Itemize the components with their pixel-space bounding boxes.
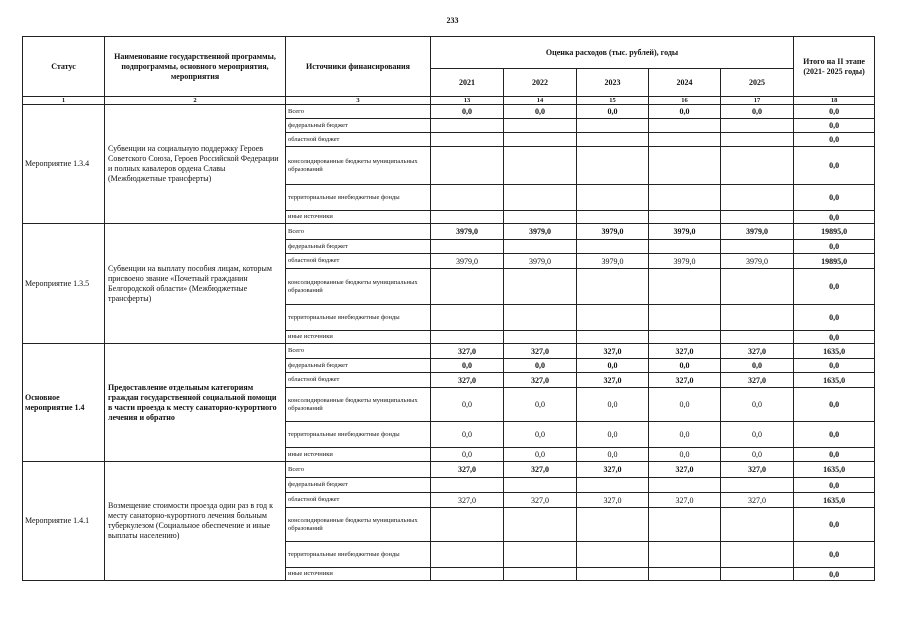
- year-value-cell: 0,0: [649, 359, 721, 373]
- year-value-cell: [649, 119, 721, 133]
- column-index: 14: [504, 97, 577, 105]
- year-value-cell: [504, 331, 577, 344]
- table-row: [23, 105, 875, 119]
- funding-source-cell: территориальные внебюджетные фонды: [286, 542, 431, 568]
- year-value-cell: [721, 542, 794, 568]
- year-value-cell: [577, 508, 649, 542]
- year-value-cell: [504, 508, 577, 542]
- year-value-cell: [649, 305, 721, 331]
- page-number: 233: [446, 16, 459, 25]
- funding-source-cell: федеральный бюджет: [286, 478, 431, 493]
- year-value-cell: [431, 568, 504, 581]
- year-value-cell: [504, 478, 577, 493]
- year-value-cell: [504, 133, 577, 147]
- year-value-cell: 327,0: [721, 344, 794, 359]
- header-estimate: Оценка расходов (тыс. рублей), годы: [431, 37, 794, 69]
- total-value-cell: 0,0: [794, 568, 875, 581]
- funding-source-cell: областной бюджет: [286, 493, 431, 508]
- year-value-cell: 0,0: [577, 359, 649, 373]
- year-value-cell: [577, 185, 649, 211]
- year-value-cell: 327,0: [721, 493, 794, 508]
- status-cell: Основное мероприятие 1.4: [23, 344, 105, 462]
- funding-source-cell: областной бюджет: [286, 133, 431, 147]
- year-value-cell: [431, 331, 504, 344]
- year-value-cell: 0,0: [649, 105, 721, 119]
- year-value-cell: [431, 542, 504, 568]
- year-value-cell: 0,0: [431, 388, 504, 422]
- column-index: 3: [286, 97, 431, 105]
- status-cell: Мероприятие 1.3.4: [23, 105, 105, 224]
- year-value-cell: 0,0: [504, 448, 577, 462]
- total-value-cell: 0,0: [794, 478, 875, 493]
- year-value-cell: [649, 331, 721, 344]
- table-row: [23, 344, 875, 359]
- header-year: 2024: [649, 69, 721, 97]
- year-value-cell: [504, 185, 577, 211]
- year-value-cell: [649, 147, 721, 185]
- year-value-cell: 327,0: [431, 373, 504, 388]
- year-value-cell: [577, 331, 649, 344]
- funding-source-cell: иные источники: [286, 331, 431, 344]
- year-value-cell: [504, 119, 577, 133]
- column-index: 2: [105, 97, 286, 105]
- year-value-cell: [649, 185, 721, 211]
- total-value-cell: 1635,0: [794, 493, 875, 508]
- year-value-cell: [431, 119, 504, 133]
- year-value-cell: 3979,0: [649, 224, 721, 240]
- year-value-cell: [649, 542, 721, 568]
- funding-source-cell: иные источники: [286, 568, 431, 581]
- header-year: 2022: [504, 69, 577, 97]
- total-value-cell: 0,0: [794, 240, 875, 254]
- funding-source-cell: территориальные внебюджетные фонды: [286, 185, 431, 211]
- year-value-cell: 0,0: [577, 422, 649, 448]
- funding-source-cell: консолидированные бюджеты муниципальных образований: [286, 269, 431, 305]
- year-value-cell: 0,0: [649, 388, 721, 422]
- year-value-cell: [431, 133, 504, 147]
- year-value-cell: 0,0: [577, 448, 649, 462]
- year-value-cell: 327,0: [721, 462, 794, 478]
- total-value-cell: 0,0: [794, 422, 875, 448]
- year-value-cell: 3979,0: [504, 254, 577, 269]
- total-value-cell: 1635,0: [794, 373, 875, 388]
- table-row: [23, 462, 875, 478]
- year-value-cell: 327,0: [577, 344, 649, 359]
- year-value-cell: 327,0: [649, 373, 721, 388]
- funding-source-cell: территориальные внебюджетные фонды: [286, 305, 431, 331]
- total-value-cell: 0,0: [794, 185, 875, 211]
- year-value-cell: [577, 133, 649, 147]
- year-value-cell: 0,0: [504, 105, 577, 119]
- year-value-cell: [721, 305, 794, 331]
- funding-source-cell: федеральный бюджет: [286, 359, 431, 373]
- funding-source-cell: федеральный бюджет: [286, 119, 431, 133]
- total-value-cell: 0,0: [794, 269, 875, 305]
- activity-name-cell: Предоставление отдельным категориям граждан государственной социальной помощи в части проезда к месту санаторно-курортного лечения и обратно: [105, 344, 286, 462]
- header-year: 2021: [431, 69, 504, 97]
- year-value-cell: 0,0: [431, 448, 504, 462]
- year-value-cell: 327,0: [721, 373, 794, 388]
- year-value-cell: [431, 211, 504, 224]
- year-value-cell: 3979,0: [649, 254, 721, 269]
- year-value-cell: [504, 147, 577, 185]
- year-value-cell: 0,0: [577, 105, 649, 119]
- year-value-cell: [649, 211, 721, 224]
- year-value-cell: 327,0: [649, 462, 721, 478]
- total-value-cell: 0,0: [794, 133, 875, 147]
- total-value-cell: 0,0: [794, 147, 875, 185]
- year-value-cell: 3979,0: [721, 224, 794, 240]
- year-value-cell: 0,0: [431, 359, 504, 373]
- year-value-cell: [721, 185, 794, 211]
- year-value-cell: [577, 211, 649, 224]
- year-value-cell: [649, 269, 721, 305]
- year-value-cell: 3979,0: [721, 254, 794, 269]
- funding-source-cell: консолидированные бюджеты муниципальных образований: [286, 388, 431, 422]
- column-index: 1: [23, 97, 105, 105]
- year-value-cell: 327,0: [504, 462, 577, 478]
- header-year: 2025: [721, 69, 794, 97]
- year-value-cell: [721, 568, 794, 581]
- total-value-cell: 19895,0: [794, 224, 875, 240]
- year-value-cell: [431, 147, 504, 185]
- year-value-cell: [721, 478, 794, 493]
- funding-source-cell: консолидированные бюджеты муниципальных образований: [286, 147, 431, 185]
- year-value-cell: [649, 133, 721, 147]
- year-value-cell: 3979,0: [577, 254, 649, 269]
- year-value-cell: 327,0: [649, 344, 721, 359]
- year-value-cell: [431, 185, 504, 211]
- activity-name-cell: Возмещение стоимости проезда один раз в год к месту санаторно-курортного лечения больным туберкулезом (Социальное обеспечение и иные выплаты населению): [105, 462, 286, 581]
- header-year: 2023: [577, 69, 649, 97]
- year-value-cell: 0,0: [721, 448, 794, 462]
- year-value-cell: [649, 478, 721, 493]
- year-value-cell: 0,0: [649, 422, 721, 448]
- year-value-cell: [504, 211, 577, 224]
- year-value-cell: 327,0: [577, 462, 649, 478]
- funding-source-cell: Всего: [286, 105, 431, 119]
- funding-source-cell: консолидированные бюджеты муниципальных образований: [286, 508, 431, 542]
- year-value-cell: 327,0: [431, 462, 504, 478]
- year-value-cell: [431, 478, 504, 493]
- funding-source-cell: областной бюджет: [286, 254, 431, 269]
- year-value-cell: 3979,0: [504, 224, 577, 240]
- funding-source-cell: Всего: [286, 462, 431, 478]
- year-value-cell: 3979,0: [577, 224, 649, 240]
- year-value-cell: [577, 119, 649, 133]
- column-index: 16: [649, 97, 721, 105]
- year-value-cell: 0,0: [721, 422, 794, 448]
- total-value-cell: 0,0: [794, 542, 875, 568]
- year-value-cell: [577, 305, 649, 331]
- year-value-cell: [577, 542, 649, 568]
- year-value-cell: [721, 147, 794, 185]
- year-value-cell: 327,0: [577, 373, 649, 388]
- year-value-cell: [504, 542, 577, 568]
- year-value-cell: [577, 568, 649, 581]
- total-value-cell: 0,0: [794, 388, 875, 422]
- year-value-cell: 327,0: [504, 344, 577, 359]
- year-value-cell: [577, 147, 649, 185]
- funding-source-cell: федеральный бюджет: [286, 240, 431, 254]
- year-value-cell: 0,0: [504, 388, 577, 422]
- header-source: Источники финансирования: [286, 37, 431, 97]
- year-value-cell: 0,0: [504, 422, 577, 448]
- year-value-cell: [721, 240, 794, 254]
- funding-source-cell: Всего: [286, 224, 431, 240]
- year-value-cell: [504, 568, 577, 581]
- year-value-cell: 3979,0: [431, 224, 504, 240]
- year-value-cell: 327,0: [431, 493, 504, 508]
- activity-name-cell: Субвенции на выплату пособия лицам, которым присвоено звание «Почетный гражданин Белгородской области» (Межбюджетные трансферты): [105, 224, 286, 344]
- header-status: Статус: [23, 37, 105, 97]
- year-value-cell: [431, 269, 504, 305]
- year-value-cell: [577, 240, 649, 254]
- year-value-cell: 327,0: [504, 493, 577, 508]
- column-index: 13: [431, 97, 504, 105]
- year-value-cell: [649, 508, 721, 542]
- funding-source-cell: территориальные внебюджетные фонды: [286, 422, 431, 448]
- year-value-cell: [721, 119, 794, 133]
- year-value-cell: 0,0: [721, 388, 794, 422]
- year-value-cell: [721, 133, 794, 147]
- year-value-cell: 0,0: [721, 359, 794, 373]
- status-cell: Мероприятие 1.4.1: [23, 462, 105, 581]
- total-value-cell: 1635,0: [794, 462, 875, 478]
- year-value-cell: [721, 269, 794, 305]
- year-value-cell: 0,0: [721, 105, 794, 119]
- year-value-cell: [649, 568, 721, 581]
- status-cell: Мероприятие 1.3.5: [23, 224, 105, 344]
- table-row: [23, 224, 875, 240]
- year-value-cell: 0,0: [649, 448, 721, 462]
- column-index: 17: [721, 97, 794, 105]
- year-value-cell: [577, 478, 649, 493]
- total-value-cell: 0,0: [794, 305, 875, 331]
- total-value-cell: 0,0: [794, 448, 875, 462]
- total-value-cell: 0,0: [794, 105, 875, 119]
- activity-name-cell: Субвенции на социальную поддержку Героев Советского Союза, Героев Российской Федерации и полных кавалеров ордена Славы (Межбюджетные трансферты): [105, 105, 286, 224]
- year-value-cell: [721, 508, 794, 542]
- year-value-cell: [577, 269, 649, 305]
- year-value-cell: 3979,0: [431, 254, 504, 269]
- year-value-cell: [431, 240, 504, 254]
- year-value-cell: 327,0: [504, 373, 577, 388]
- funding-source-cell: областной бюджет: [286, 373, 431, 388]
- year-value-cell: 0,0: [577, 388, 649, 422]
- year-value-cell: 327,0: [431, 344, 504, 359]
- total-value-cell: 0,0: [794, 508, 875, 542]
- year-value-cell: 0,0: [431, 422, 504, 448]
- year-value-cell: [649, 240, 721, 254]
- year-value-cell: [504, 269, 577, 305]
- column-index-row: [23, 97, 875, 105]
- funding-source-cell: Всего: [286, 344, 431, 359]
- year-value-cell: [504, 305, 577, 331]
- year-value-cell: 0,0: [504, 359, 577, 373]
- year-value-cell: [431, 508, 504, 542]
- total-value-cell: 19895,0: [794, 254, 875, 269]
- year-value-cell: [504, 240, 577, 254]
- financing-table: [22, 36, 875, 581]
- total-value-cell: 1635,0: [794, 344, 875, 359]
- year-value-cell: 327,0: [649, 493, 721, 508]
- year-value-cell: 327,0: [577, 493, 649, 508]
- column-index: 15: [577, 97, 649, 105]
- total-value-cell: 0,0: [794, 119, 875, 133]
- column-index: 18: [794, 97, 875, 105]
- total-value-cell: 0,0: [794, 331, 875, 344]
- header-total: Итого на II этапе (2021- 2025 годы): [794, 37, 875, 97]
- year-value-cell: [721, 211, 794, 224]
- year-value-cell: [721, 331, 794, 344]
- year-value-cell: 0,0: [431, 105, 504, 119]
- year-value-cell: [431, 305, 504, 331]
- total-value-cell: 0,0: [794, 211, 875, 224]
- funding-source-cell: иные источники: [286, 211, 431, 224]
- funding-source-cell: иные источники: [286, 448, 431, 462]
- table-body: [23, 105, 875, 581]
- header-name: Наименование государственной программы, подпрограммы, основного мероприятия, мероприятия: [105, 37, 286, 97]
- total-value-cell: 0,0: [794, 359, 875, 373]
